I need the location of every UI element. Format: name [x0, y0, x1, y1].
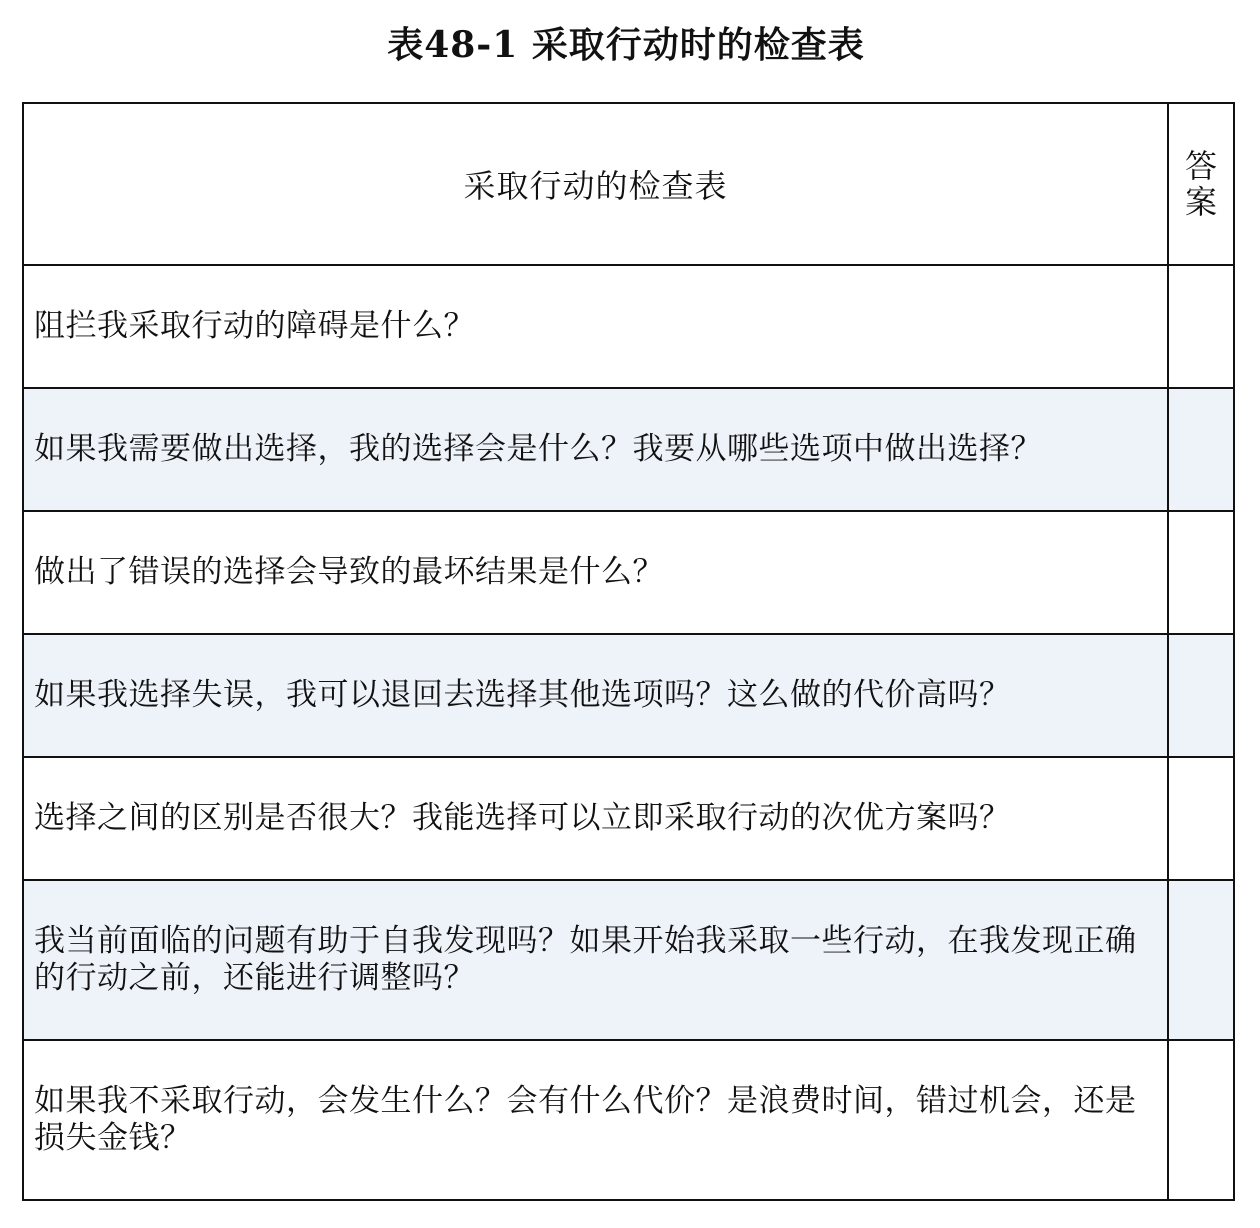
header-answer-label: 答案 — [1184, 147, 1217, 221]
table-row — [23, 265, 1234, 388]
table-row — [23, 757, 1234, 880]
table-row — [23, 388, 1234, 511]
question-cell: 做出了错误的选择会导致的最坏结果是什么？ — [23, 511, 1168, 634]
answer-cell[interactable] — [1168, 1040, 1234, 1200]
answer-cell[interactable] — [1168, 880, 1234, 1040]
table-caption: 表48-1 采取行动时的检查表 — [387, 24, 865, 66]
answer-cell[interactable] — [1168, 757, 1234, 880]
answer-cell[interactable] — [1168, 511, 1234, 634]
answer-cell[interactable] — [1168, 634, 1234, 757]
question-cell: 如果我不采取行动，会发生什么？会有什么代价？是浪费时间，错过机会，还是损失金钱？ — [23, 1040, 1168, 1200]
table-row — [23, 1040, 1234, 1200]
table-header-row — [23, 103, 1234, 265]
question-cell: 如果我选择失误，我可以退回去选择其他选项吗？这么做的代价高吗？ — [23, 634, 1168, 757]
table-row — [23, 511, 1234, 634]
header-question: 采取行动的检查表 — [23, 103, 1168, 265]
question-cell: 我当前面临的问题有助于自我发现吗？如果开始我采取一些行动，在我发现正确的行动之前，还能进行调整吗？ — [23, 880, 1168, 1040]
question-cell: 如果我需要做出选择，我的选择会是什么？我要从哪些选项中做出选择？ — [23, 388, 1168, 511]
answer-cell[interactable] — [1168, 265, 1234, 388]
question-cell: 选择之间的区别是否很大？我能选择可以立即采取行动的次优方案吗？ — [23, 757, 1168, 880]
question-cell: 阻拦我采取行动的障碍是什么？ — [23, 265, 1168, 388]
table-row — [23, 880, 1234, 1040]
header-answer — [1168, 103, 1234, 265]
answer-cell[interactable] — [1168, 388, 1234, 511]
action-checklist-table — [22, 102, 1235, 1201]
table-row — [23, 634, 1234, 757]
